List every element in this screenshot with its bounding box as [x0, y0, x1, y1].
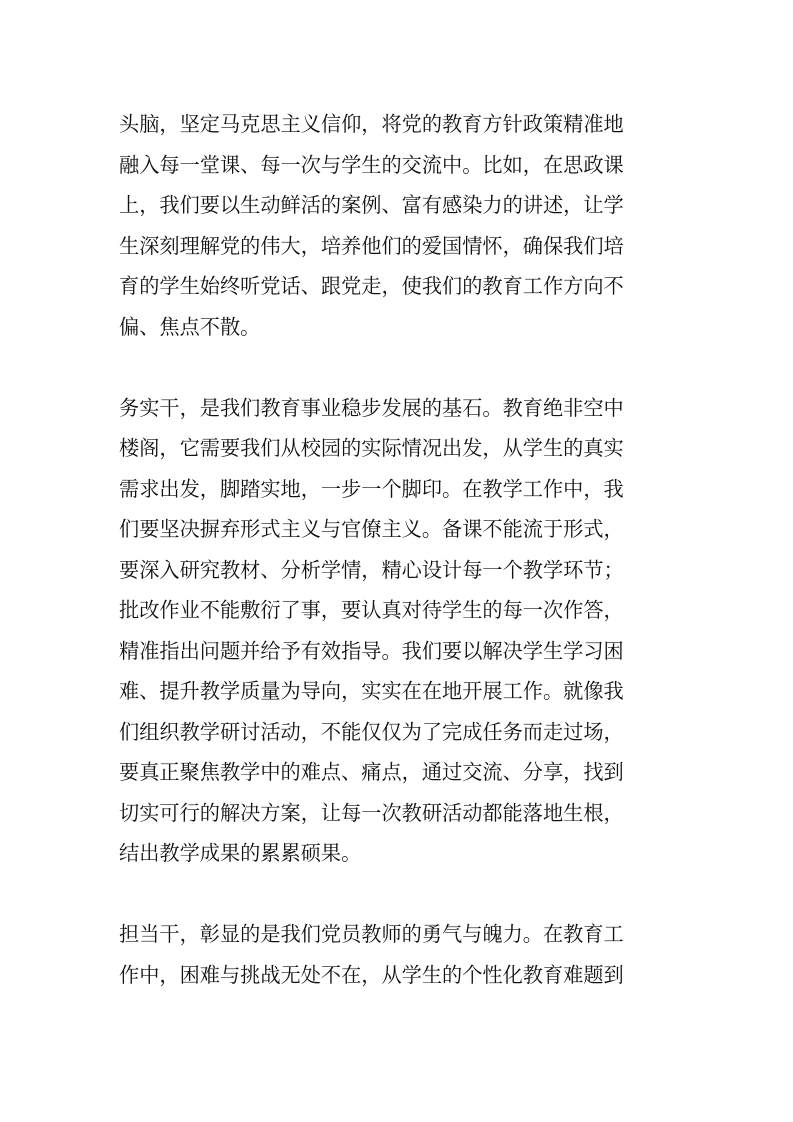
text-line: 要深入研究教材、分析学情，精心设计每一个教学环节； [119, 557, 624, 582]
text-line: 融入每一堂课、每一次与学生的交流中。比如，在思政课 [119, 152, 624, 177]
text-line: 精准指出问题并给予有效指导。我们要以解决学生学习困 [119, 638, 624, 663]
text-line: 切实可行的解决方案，让每一次教研活动都能落地生根， [119, 800, 624, 825]
text-line: 偏、焦点不散。 [119, 314, 261, 339]
text-line: 头脑，坚定马克思主义信仰，将党的教育方针政策精准地 [119, 112, 624, 136]
text-line: 结出教学成果的累累硕果。 [119, 841, 362, 865]
text-line: 务实干，是我们教育事业稳步发展的基石。教育绝非空中 [119, 395, 624, 420]
text-line: 要真正聚焦教学中的难点、痛点，通过交流、分享，找到 [119, 760, 624, 784]
text-line: 楼阁，它需要我们从校园的实际情况出发，从学生的真实 [119, 436, 624, 460]
paragraph-3 [119, 914, 691, 995]
paragraph-1 [119, 104, 691, 347]
paragraph-2 [119, 388, 691, 874]
text-line: 批改作业不能敷衍了事，要认真对待学生的每一次作答， [119, 598, 624, 622]
text-line: 担当干，彰显的是我们党员教师的勇气与魄力。在教育工 [119, 922, 624, 946]
text-line: 育的学生始终听党话、跟党走，使我们的教育工作方向不 [119, 274, 624, 298]
text-line: 们组织教学研讨活动，不能仅仅为了完成任务而走过场， [119, 719, 624, 744]
text-line: 们要坚决摒弃形式主义与官僚主义。备课不能流于形式， [119, 517, 624, 541]
text-line: 生深刻理解党的伟大，培养他们的爱国情怀，确保我们培 [119, 233, 624, 258]
body-text [119, 104, 691, 995]
text-line: 作中，困难与挑战无处不在，从学生的个性化教育难题到 [119, 962, 624, 987]
text-line: 上，我们要以生动鲜活的案例、富有感染力的讲述，让学 [119, 193, 624, 217]
text-line: 需求出发，脚踏实地，一步一个脚印。在教学工作中，我 [119, 476, 624, 501]
text-line: 难、提升教学质量为导向，实实在在地开展工作。就像我 [119, 679, 624, 703]
